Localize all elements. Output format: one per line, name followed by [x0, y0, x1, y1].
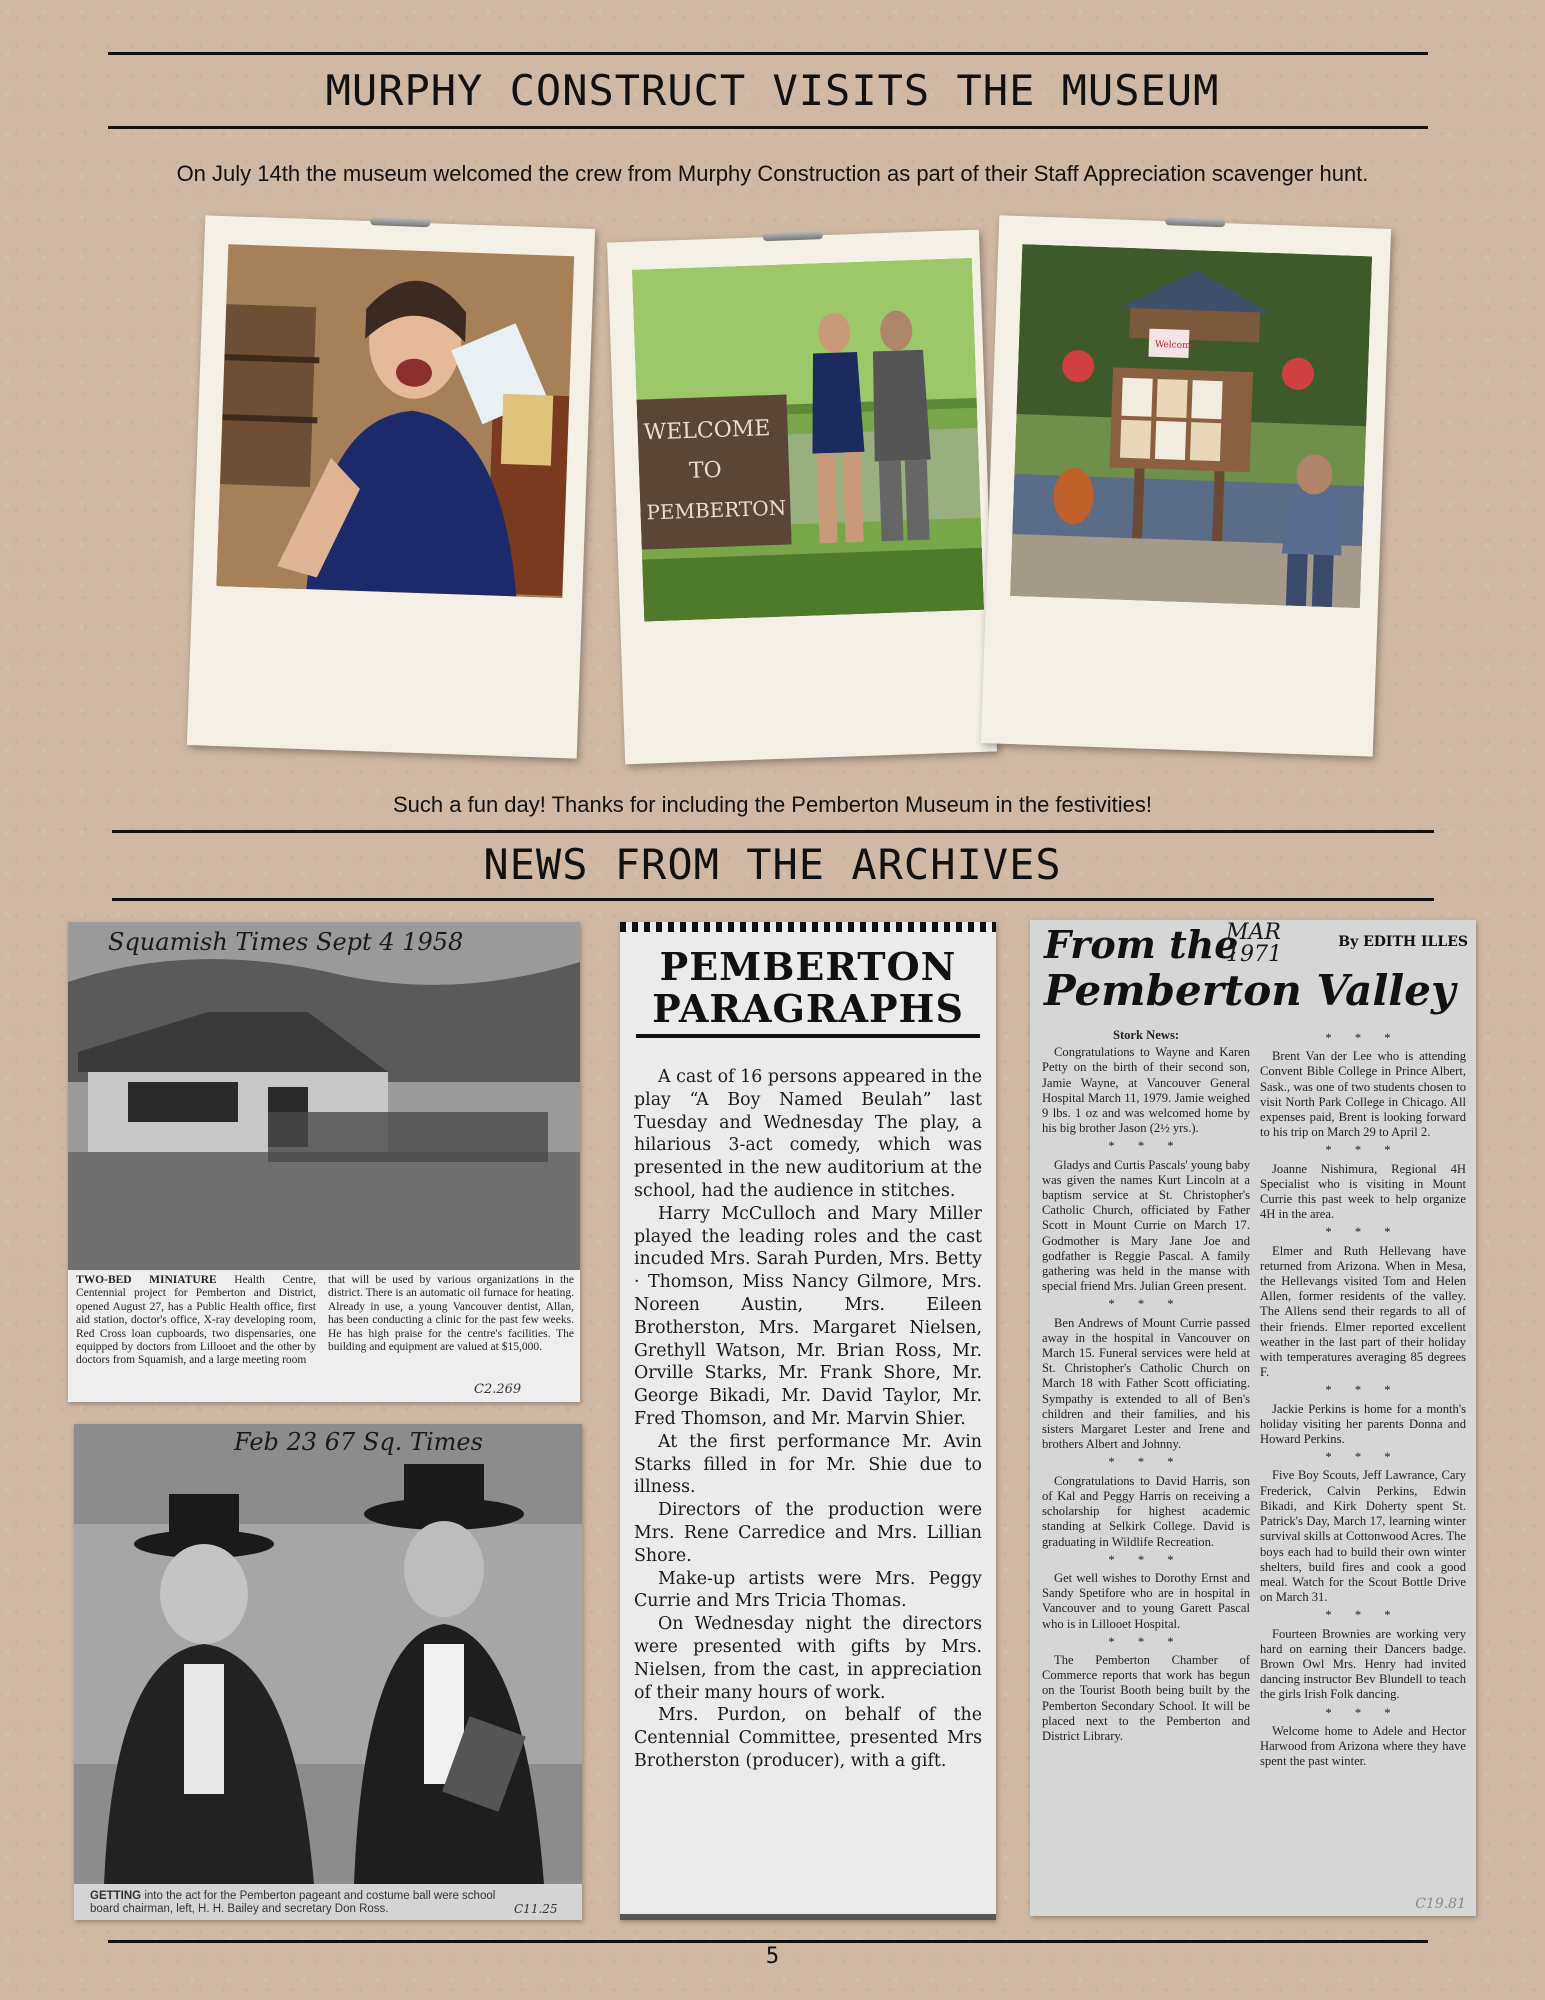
title-underline-rule: [108, 126, 1428, 129]
clip2-caption: [90, 1890, 510, 1917]
svg-text:Welcome: Welcome: [1154, 339, 1197, 352]
clip1-catalog-number: C2.269: [474, 1382, 522, 1397]
stars-divider: * * *: [1108, 1552, 1184, 1567]
valley-right-column: [1260, 1028, 1466, 1771]
valley-right-item-7: Welcome home to Adele and Hector Harwood from Arizona where they have spent the past winter.: [1260, 1723, 1466, 1769]
section-title-archives: NEWS FROM THE ARCHIVES: [483, 840, 1062, 889]
clip2-catalog-number: C11.25: [514, 1902, 558, 1916]
stars-divider: * * *: [1108, 1139, 1184, 1154]
photo-welcome-kiosk: [1010, 244, 1372, 608]
stars-divider: * * *: [1325, 1031, 1401, 1045]
clip4-catalog-number: C19.81: [1415, 1896, 1466, 1912]
paper-clip-icon: [763, 231, 823, 241]
clip1-caption-right: that will be used by various organizations in the district. There is an automatic oil furnace for heating. Already in use, a young Vancouver dentist, Allan, has been conducting a clinic for the past few weeks. He has high praise for the centre's facilities. The building and equipment are valued at $15,000.: [328, 1274, 574, 1354]
stars-divider: * * *: [1325, 1705, 1401, 1720]
valley-byline: By EDITH ILLES: [1338, 934, 1468, 950]
polaroid-photo-3: [981, 215, 1391, 756]
clipping-costume-ball: [74, 1424, 582, 1920]
valley-title-line2: Pemberton Valley: [1044, 966, 1456, 1015]
paragraphs-title-line2: PARAGRAPHS: [652, 986, 964, 1031]
clip2-caption-text: into the act for the Pemberton pageant and costume ball were school board chairman, left, H. H. Bailey and secretary Don Ross.: [90, 1890, 496, 1916]
valley-right-item-4: Jackie Perkins is home for a month's holiday visiting her parents Donna and Howard Perkins.: [1260, 1401, 1466, 1447]
paragraphs-title-line1: PEMBERTON: [659, 944, 957, 989]
paragraph-6: On Wednesday night the directors were presented with gifts by Mrs. Nielsen, from the cast, in appreciation of their many hours of work.: [634, 1614, 982, 1703]
valley-left-item-1: Congratulations to Wayne and Karen Petty on the birth of their second son, Jamie Wayne, at Vancouver General Hospital March 11, 1979. Jamie weighed 9 lbs. 1 oz and was welcomed home by his big brother Jason (2½ yrs.).: [1042, 1045, 1250, 1136]
photo-smiling-crew-member: [216, 244, 574, 598]
svg-text:WELCOME: WELCOME: [643, 416, 771, 446]
paragraph-5: Make-up artists were Mrs. Peggy Currie and Mrs Tricia Thomas.: [634, 1568, 982, 1612]
valley-right-item-2: Joanne Nishimura, Regional 4H Specialist who is visiting in Mount Currie this past week to help organize 4H in the area.: [1260, 1161, 1466, 1222]
valley-right-item-6: Fourteen Brownies are working very hard on earning their Dancers badge. Brown Owl Mrs. Henry had invited dancing instructor Bev Blundell to teach the girls Irish Folk dancing.: [1260, 1626, 1466, 1702]
clipping-health-centre: [68, 922, 580, 1402]
valley-left-item-3: Ben Andrews of Mount Currie passed away in the hospital in Vancouver on March 15. Funeral services were held at St. Christopher's Catholic Church on March 18 with Father Scott officiating. Sympathy is extended to all of Ben's children and their families, and his sisters Margaret Lester and Irene and brothers Albert and Johnny.: [1042, 1315, 1250, 1452]
valley-right-item-3: Elmer and Ruth Hellevang have returned from Arizona. When in Mesa, the Hellevangs visited Tom and Helen Allen, former residents of the valley. The Allens send their regards to all of their friends. Elmer reported excellent weather in the last part of their holiday with temperatures averaging 85 degrees F.: [1260, 1243, 1466, 1380]
paragraph-7: Mrs. Purdon, on behalf of the Centennial Committee, presented Mrs Brotherston (producer), with a gift.: [634, 1705, 982, 1771]
stars-divider: * * *: [1108, 1297, 1184, 1312]
clip1-caption-bold: TWO-BED MINIATURE: [76, 1274, 217, 1286]
stars-divider: * * *: [1325, 1143, 1401, 1158]
paragraph-2: Harry McCulloch and Mary Miller played the leading roles and the cast incuded Mrs. Sarah Purden, Mrs. Betty · Thomson, Miss Nancy Gilmore, Mrs. Noreen Austin, Mrs. Eileen Brotherston, Mrs. Margaret Nielsen, Grethyll Watson, Mr. Brian Ross, Mr. Orville Starks, Mr. Frank Shore, Mr. George Bikadi, Mr. David Taylor, Mr. Fred Thomson, and Mr. Marvin Shier.: [634, 1203, 982, 1429]
paragraphs-body: [634, 1066, 982, 1773]
torn-edge: [620, 922, 996, 932]
paper-clip-icon: [370, 217, 430, 227]
valley-right-item-1: Brent Van der Lee who is attending Convent Bible College in Prince Albert, Sask., was one of two students chosen to visit North Park College in Chicago. All expenses paid, Brent is looking forward to his trip on March 29 to April 2.: [1260, 1049, 1466, 1140]
clip2-caption-bold: GETTING: [90, 1890, 142, 1902]
valley-right-item-5: Five Boy Scouts, Jeff Lawrance, Cary Frederick, Calvin Perkins, Edwin Bikadi, and Kirk Doherty spent St. Patrick's Day, March 17, learning winter survival skills at Cottonwood Acres. The boys each had to build their own winter shelters, build fires and cook a good meal. Watch for the Scout Bottle Drive on March 31.: [1260, 1468, 1466, 1605]
paragraph-3: At the first performance Mr. Avin Starks filled in for Mr. Shie due to illness.: [634, 1431, 982, 1498]
polaroid-photo-1: [187, 215, 595, 758]
section-title-murphy: MURPHY CONSTRUCT VISITS THE MUSEUM: [325, 66, 1220, 115]
handwritten-date-note: MAR 1971: [1226, 920, 1282, 967]
stork-news-heading: Stork News:: [1112, 1028, 1180, 1042]
bottom-edge: [620, 1914, 996, 1920]
handwritten-date-note: Feb 23 67 Sq. Times: [234, 1428, 483, 1456]
stars-divider: * * *: [1108, 1634, 1184, 1649]
paper-clip-icon: [1165, 217, 1225, 227]
archives-top-rule: [112, 830, 1434, 833]
paragraph-4: Directors of the production were Mrs. Rene Carredice and Mrs. Lillian Shore.: [634, 1500, 982, 1566]
polaroid-photo-2: [607, 230, 997, 765]
photo-welcome-sign: [632, 258, 984, 622]
stars-divider: * * *: [1108, 1455, 1184, 1470]
clip1-caption-left: [76, 1274, 316, 1368]
stars-divider: * * *: [1325, 1225, 1401, 1240]
footer-rule: [108, 1940, 1428, 1943]
valley-left-item-2: Gladys and Curtis Pascals' young baby was given the names Kurt Lincoln at a baptism service at St. Christopher's Catholic Church, officiated by Father Scott in Mount Currie on March 17. Godmother is Mary Jane Joe and godfather is Reggie Pascal. A family gathering was held in the manse with special friend Mrs. Julian Green present.: [1042, 1157, 1250, 1294]
clip1-caption-left-text: Health Centre, Centennial project for Pemberton and District, opened August 27, has a Public Health office, first aid station, doctor's office, X-ray developing room, Red Cross loan cupboards, two dispensaries, one equipped by doctors from Lillooet and the other by doctors from Squamish, and a large meeting room: [76, 1274, 316, 1367]
archives-underline-rule: [112, 898, 1434, 901]
handwritten-date-note: Squamish Times Sept 4 1958: [108, 928, 464, 956]
stars-divider: * * *: [1325, 1450, 1401, 1465]
valley-left-item-6: The Pemberton Chamber of Commerce reports that work has begun on the Tourist Booth being built by the Pemberton Secondary School. It will be placed next to the Pemberton and District Library.: [1042, 1652, 1250, 1743]
stars-divider: * * *: [1325, 1608, 1401, 1623]
svg-text:PEMBERTON: PEMBERTON: [646, 495, 787, 525]
svg-text:TO: TO: [688, 457, 723, 484]
valley-title-line1: From the: [1044, 922, 1239, 967]
title-rule: [636, 1034, 980, 1038]
top-rule: [108, 52, 1428, 55]
clipping-pemberton-paragraphs: [620, 922, 996, 1920]
page-number: 5: [765, 1944, 780, 1969]
valley-left-item-4: Congratulations to David Harris, son of Kal and Peggy Harris on receiving a scholarship for highest academic standing at Selkirk College. David is graduating in Wildlife Recreation.: [1042, 1473, 1250, 1549]
closing-text: Such a fun day! Thanks for including the Pemberton Museum in the festivities!: [393, 792, 1152, 817]
stars-divider: * * *: [1325, 1383, 1401, 1398]
clipping-pemberton-valley: [1030, 920, 1476, 1916]
paragraph-1: A cast of 16 persons appeared in the play “A Boy Named Beulah” last Tuesday and Wednesday The play, a hilarious 3-act comedy, which was presented in the new auditorium at the school, had the audience in stitches.: [634, 1067, 982, 1201]
valley-left-item-5: Get well wishes to Dorothy Ernst and Sandy Spetifore who are in hospital in Vancouver and to young Garett Pascal who is in Lillooet Hospital.: [1042, 1570, 1250, 1631]
intro-text: On July 14th the museum welcomed the crew from Murphy Construction as part of their Staff Appreciation scavenger hunt.: [176, 161, 1369, 186]
valley-left-column: [1042, 1028, 1250, 1746]
